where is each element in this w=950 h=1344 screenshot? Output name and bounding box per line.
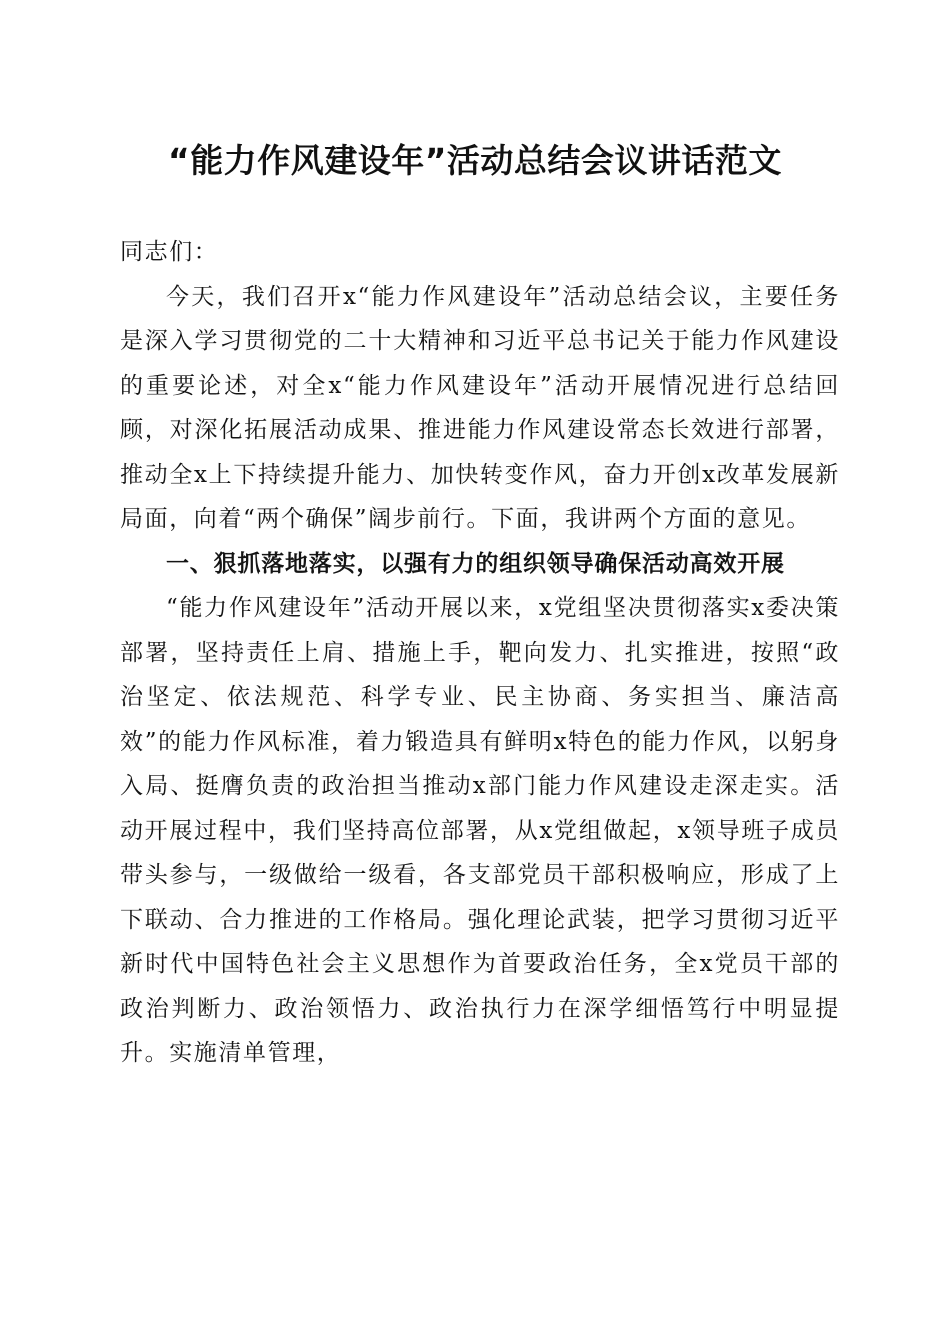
section-1-paragraph: “能力作风建设年”活动开展以来，x党组坚决贯彻落实x委决策部署，坚持责任上肩、措施上手，靶向发力、扎实推进，按照“政治坚定、依法规范、科学专业、民主协商、务实担当、廉洁高效”的能力作风标准，着力锻造具有鲜明x特色的能力作风，以躬身入局、挺膺负责的政治担当推动x部门能力作风建设走深走实。活动开展过程中，我们坚持高位部署，从x党组做起，x领导班子成员带头参与，一级做给一级看，各支部党员干部积极响应，形成了上下联动、合力推进的工作格局。强化理论武装，把学习贯彻习近平新时代中国特色社会主义思想作为首要政治任务，全x党员干部的政治判断力、政治领悟力、政治执行力在深学细悟笃行中明显提升。实施清单管理，	[120, 595, 840, 1066]
section-heading-1: 一、狠抓落地落实，以强有力的组织领导确保活动高效开展	[166, 550, 785, 577]
intro-paragraph: 今天，我们召开x“能力作风建设年”活动总结会议，主要任务是深入学习贯彻党的二十大精神和习近平总书记关于能力作风建设的重要论述，对全x“能力作风建设年”活动开展情况进行总结回顾，对深化拓展活动成果、推进能力作风建设常态长效进行部署，推动全x上下持续提升能力、加快转变作风，奋力开创x改革发展新局面，向着“两个确保”阔步前行。下面，我讲两个方面的意见。	[120, 283, 840, 532]
salutation: 同志们：	[120, 239, 219, 265]
document-body	[120, 230, 840, 1076]
document-title: “能力作风建设年”活动总结会议讲话范文	[168, 141, 782, 180]
